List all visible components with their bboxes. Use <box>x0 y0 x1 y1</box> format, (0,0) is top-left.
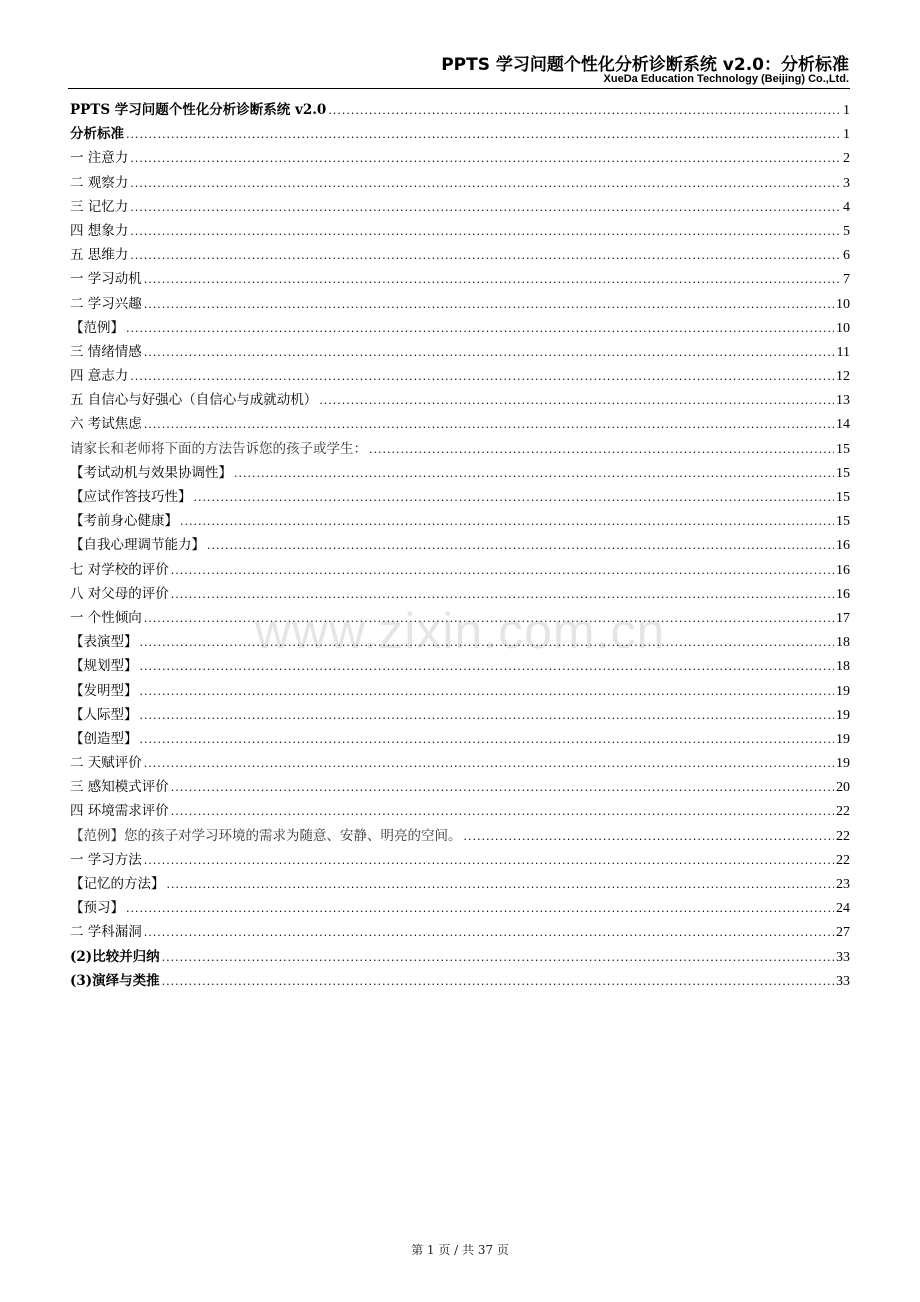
toc-entry-label: 三 记忆力 <box>70 198 129 215</box>
toc-entry-page: 16 <box>836 562 850 578</box>
toc-entry[interactable] <box>70 98 850 122</box>
toc-leader-dots <box>194 486 835 510</box>
toc-leader-dots <box>328 99 841 123</box>
toc-entry[interactable] <box>70 171 850 195</box>
toc-entry-label: PPTS 学习问题个性化分析诊断系统 v2.0 <box>70 102 327 118</box>
toc-entry[interactable] <box>70 630 850 654</box>
toc-leader-dots <box>140 655 835 679</box>
toc-leader-dots <box>130 220 841 244</box>
toc-entry-label: 【应试作答技巧性】 <box>70 489 192 505</box>
toc-entry[interactable] <box>70 727 850 751</box>
toc-entry-label: 【预习】 <box>70 900 124 917</box>
toc-entry-label: 【范例】 <box>70 319 124 336</box>
toc-entry-label: (3)演绎与类推 <box>70 972 160 989</box>
toc-entry[interactable] <box>70 388 850 412</box>
toc-entry[interactable] <box>70 461 850 485</box>
toc-leader-dots <box>130 365 834 389</box>
toc-entry-label: 一 学习动机 <box>70 271 142 288</box>
toc-leader-dots <box>162 970 834 994</box>
toc-leader-dots <box>144 341 835 365</box>
toc-entry-page: 22 <box>836 804 850 820</box>
toc-entry-page: 5 <box>843 223 850 239</box>
toc-entry-label: 四 意志力 <box>70 368 129 385</box>
toc-entry[interactable] <box>70 267 850 291</box>
header-title: PPTS 学习问题个性化分析诊断系统 v2.0：分析标准 <box>441 55 849 75</box>
toc-entry-page: 12 <box>836 369 850 385</box>
toc-entry-label: (2)比较并归纳 <box>70 948 160 965</box>
toc-leader-dots <box>162 946 834 970</box>
toc-entry[interactable] <box>70 606 850 630</box>
toc-entry-label: 二 学习兴趣 <box>70 295 142 312</box>
toc-entry[interactable] <box>70 509 850 533</box>
toc-entry-label: 一 学习方法 <box>70 851 142 868</box>
toc-entry[interactable] <box>70 703 850 727</box>
toc-leader-dots <box>207 534 834 558</box>
toc-entry[interactable] <box>70 243 850 267</box>
toc-entry-page: 3 <box>843 175 850 191</box>
toc-entry-page: 19 <box>836 756 850 772</box>
toc-entry-page: 19 <box>836 731 850 747</box>
toc-entry[interactable] <box>70 654 850 678</box>
toc-leader-dots <box>464 825 835 849</box>
toc-entry-label: 【人际型】 <box>70 706 138 723</box>
toc-entry[interactable] <box>70 292 850 316</box>
toc-entry[interactable] <box>70 945 850 969</box>
toc-entry-page: 6 <box>843 248 850 264</box>
toc-leader-dots <box>144 413 834 437</box>
toc-leader-dots <box>126 317 834 341</box>
toc-leader-dots <box>144 849 834 873</box>
toc-leader-dots <box>144 607 834 631</box>
toc-entry-page: 27 <box>836 925 850 941</box>
toc-leader-dots <box>369 438 834 462</box>
toc-entry-page: 10 <box>836 320 850 336</box>
toc-leader-dots <box>130 244 841 268</box>
toc-entry-page: 33 <box>836 949 850 965</box>
toc-entry-page: 16 <box>836 538 850 554</box>
toc-entry[interactable] <box>70 775 850 799</box>
toc-entry-label: 四 想象力 <box>70 222 129 239</box>
toc-leader-dots <box>234 462 834 486</box>
toc-entry-label: 三 感知模式评价 <box>70 779 169 796</box>
toc-entry[interactable] <box>70 558 850 582</box>
toc-entry-label: 【考试动机与效果协调性】 <box>70 464 232 481</box>
toc-entry-page: 33 <box>836 973 850 989</box>
toc-entry-label: 请家长和老师将下面的方法告诉您的孩子或学生： <box>70 440 367 457</box>
toc-entry-page: 14 <box>836 417 850 433</box>
toc-entry-page: 1 <box>843 103 850 118</box>
toc-entry[interactable] <box>70 824 850 848</box>
toc-entry[interactable] <box>70 219 850 243</box>
toc-entry-label: 六 考试焦虑 <box>70 416 142 433</box>
toc-entry-page: 18 <box>836 635 850 651</box>
toc-entry[interactable] <box>70 437 850 461</box>
toc-entry-page: 15 <box>836 465 850 481</box>
toc-entry-label: 四 环境需求评价 <box>70 803 169 820</box>
toc-entry[interactable] <box>70 533 850 557</box>
toc-leader-dots <box>140 704 835 728</box>
toc-entry-label: 【规划型】 <box>70 658 138 675</box>
toc-leader-dots <box>144 752 834 776</box>
toc-leader-dots <box>130 196 841 220</box>
toc-leader-dots <box>130 147 841 171</box>
toc-entry-page: 24 <box>836 901 850 917</box>
toc-entry[interactable] <box>70 679 850 703</box>
toc-entry-page: 16 <box>836 586 850 602</box>
page-footer: 第 1 页 / 共 37 页 <box>411 1243 509 1257</box>
toc-entry[interactable] <box>70 364 850 388</box>
toc-entry-page: 1 <box>843 127 850 143</box>
toc-entry-page: 4 <box>843 199 850 215</box>
toc-leader-dots <box>180 510 834 534</box>
toc-entry[interactable] <box>70 412 850 436</box>
toc-leader-dots <box>140 728 835 752</box>
toc-entry-label: 分析标准 <box>70 126 124 143</box>
toc-leader-dots <box>140 631 835 655</box>
toc-leader-dots <box>144 293 834 317</box>
toc-leader-dots <box>171 776 834 800</box>
toc-entry-page: 22 <box>836 828 850 844</box>
toc-leader-dots <box>130 172 841 196</box>
toc-entry-page: 11 <box>836 344 850 360</box>
toc-entry-page: 23 <box>836 877 850 892</box>
toc-entry[interactable] <box>70 316 850 340</box>
toc-entry[interactable] <box>70 340 850 364</box>
toc-entry-label: 五 自信心与好强心（自信心与成就动机） <box>70 392 318 409</box>
toc-entry-label: 二 学科漏洞 <box>70 924 142 941</box>
toc-entry-label: 五 思维力 <box>70 247 129 264</box>
toc-entry-page: 2 <box>843 151 850 167</box>
toc-entry[interactable] <box>70 751 850 775</box>
toc-entry-page: 22 <box>836 852 850 868</box>
toc-entry[interactable] <box>70 582 850 606</box>
toc-entry[interactable] <box>70 485 850 509</box>
toc-entry-label: 【考前身心健康】 <box>70 513 178 530</box>
toc-leader-dots <box>144 268 841 292</box>
table-of-contents <box>70 98 850 993</box>
toc-entry[interactable] <box>70 920 850 944</box>
toc-entry-label: 八 对父母的评价 <box>70 585 169 602</box>
toc-entry[interactable] <box>70 799 850 823</box>
toc-leader-dots <box>126 123 841 147</box>
toc-entry[interactable] <box>70 872 850 896</box>
toc-leader-dots <box>140 680 835 704</box>
toc-entry-label: 一 个性倾向 <box>70 609 142 626</box>
toc-leader-dots <box>171 559 834 583</box>
toc-entry-label: 二 观察力 <box>70 174 129 191</box>
toc-entry-page: 18 <box>836 659 850 675</box>
toc-entry-label: 【表演型】 <box>70 634 138 651</box>
toc-entry[interactable] <box>70 122 850 146</box>
toc-entry[interactable] <box>70 848 850 872</box>
toc-entry-label: 三 情绪情感 <box>70 343 142 360</box>
toc-entry[interactable] <box>70 969 850 993</box>
toc-entry-label: 七 对学校的评价 <box>70 561 169 578</box>
toc-entry-label: 【记忆的方法】 <box>70 876 165 892</box>
toc-leader-dots <box>144 921 834 945</box>
toc-entry-label: 二 天赋评价 <box>70 755 142 772</box>
toc-leader-dots <box>319 389 834 413</box>
toc-entry-label: 【发明型】 <box>70 682 138 699</box>
toc-entry-page: 13 <box>836 393 850 409</box>
toc-entry-page: 7 <box>843 272 850 288</box>
toc-entry-page: 19 <box>836 683 850 699</box>
toc-entry-label: 【创造型】 <box>70 730 138 747</box>
toc-leader-dots <box>171 583 834 607</box>
toc-entry-page: 19 <box>836 707 850 723</box>
header-divider <box>68 88 850 89</box>
toc-entry[interactable] <box>70 146 850 170</box>
watermark: www.zixin.com.cn <box>254 603 666 659</box>
toc-entry-page: 15 <box>836 514 850 530</box>
toc-leader-dots <box>167 873 835 897</box>
toc-entry[interactable] <box>70 195 850 219</box>
toc-entry[interactable] <box>70 896 850 920</box>
toc-entry-page: 15 <box>836 490 850 505</box>
toc-entry-page: 10 <box>836 296 850 312</box>
toc-entry-label: 【范例】您的孩子对学习环境的需求为随意、安静、明亮的空间。 <box>70 827 462 844</box>
toc-entry-label: 【自我心理调节能力】 <box>70 537 205 554</box>
toc-leader-dots <box>126 897 834 921</box>
toc-leader-dots <box>171 800 834 824</box>
toc-entry-label: 一 注意力 <box>70 150 129 167</box>
toc-entry-page: 17 <box>836 610 850 626</box>
toc-entry-page: 20 <box>836 780 850 796</box>
toc-entry-page: 15 <box>836 441 850 457</box>
header-company: XueDa Education Technology (Beijing) Co.,Ltd. <box>603 73 849 85</box>
